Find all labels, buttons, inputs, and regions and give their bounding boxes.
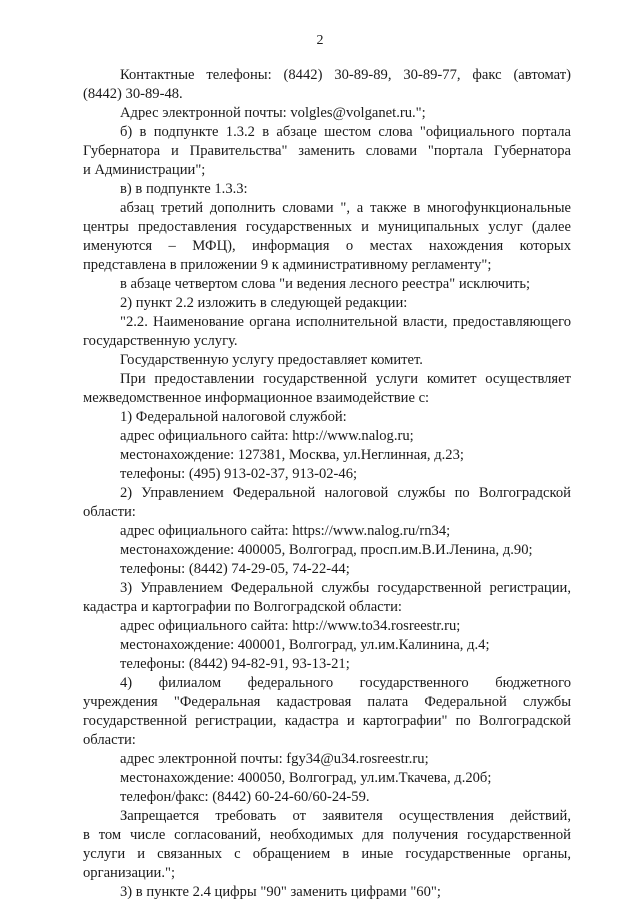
text-line: в) в подпункте 1.3.3: bbox=[120, 181, 248, 197]
text-line: Запрещается требовать от заявителя осуществления действий, bbox=[120, 808, 571, 824]
text-line: центры предоставления государственных и муниципальных услуг (далее bbox=[83, 219, 571, 235]
text-line: адрес официального сайта: https://www.nalog.ru/rn34; bbox=[120, 523, 451, 539]
text-line: адрес официального сайта: http://www.nalog.ru; bbox=[120, 428, 414, 444]
text-line: телефоны: (8442) 74-29-05, 74-22-44; bbox=[120, 561, 350, 577]
text-line: организации."; bbox=[83, 865, 176, 881]
text-line: области: bbox=[83, 732, 136, 748]
text-line: Губернатора и Правительства" заменить словами "портала Губернатора bbox=[83, 143, 571, 159]
text-line: б) в подпункте 1.3.2 в абзаце шестом слова "официального портала bbox=[120, 124, 571, 140]
text-line: Контактные телефоны: (8442) 30-89-89, 30-89-77, факс (автомат) bbox=[120, 67, 571, 83]
text-line: местонахождение: 400001, Волгоград, ул.им.Калинина, д.4; bbox=[120, 637, 490, 653]
text-line: именуются – МФЦ), информация о местах нахождения которых bbox=[83, 238, 571, 254]
text-line: в том числе согласований, необходимых для получения государственной bbox=[83, 827, 571, 843]
text-line: государственной регистрации, кадастра и картографии" по Волгоградской bbox=[83, 713, 571, 729]
text-line: Адрес электронной почты: volgles@volganet.ru."; bbox=[120, 105, 426, 121]
page-number: 2 bbox=[316, 33, 324, 48]
text-line: кадастра и картографии по Волгоградской области: bbox=[83, 599, 402, 615]
text-line: 1) Федеральной налоговой службой: bbox=[120, 409, 347, 425]
text-line: представлена в приложении 9 к административному регламенту"; bbox=[83, 257, 492, 273]
text-line: телефон/факс: (8442) 60-24-60/60-24-59. bbox=[120, 789, 370, 805]
text-line: 2) пункт 2.2 изложить в следующей редакции: bbox=[120, 295, 408, 311]
text-line: 3) Управлением Федеральной службы государственной регистрации, bbox=[120, 580, 571, 596]
text-line: местонахождение: 127381, Москва, ул.Неглинная, д.23; bbox=[120, 447, 464, 463]
text-line: адрес официального сайта: http://www.to34.rosreestr.ru; bbox=[120, 618, 461, 634]
text-line: учреждения "Федеральная кадастровая палата Федеральной службы bbox=[83, 694, 571, 710]
text-line: Государственную услугу предоставляет комитет. bbox=[120, 352, 423, 368]
text-line: (8442) 30-89-48. bbox=[83, 86, 183, 102]
text-line: "2.2. Наименование органа исполнительной власти, предоставляющего bbox=[120, 314, 571, 330]
text-line: местонахождение: 400050, Волгоград, ул.им.Ткачева, д.20б; bbox=[120, 770, 492, 786]
text-line: 3) в пункте 2.4 цифры "90" заменить цифрами "60"; bbox=[120, 884, 441, 900]
text-line: услуги и связанных с обращением в иные государственные органы, bbox=[83, 846, 571, 862]
text-line: телефоны: (8442) 94-82-91, 93-13-21; bbox=[120, 656, 350, 672]
text-line: 2) Управлением Федеральной налоговой службы по Волгоградской bbox=[120, 485, 571, 501]
text-line: государственную услугу. bbox=[83, 333, 238, 349]
text-line: адрес электронной почты: fgy34@u34.rosreestr.ru; bbox=[120, 751, 429, 767]
text-line: При предоставлении государственной услуги комитет осуществляет bbox=[120, 371, 571, 387]
text-line: местонахождение: 400005, Волгоград, просп.им.В.И.Ленина, д.90; bbox=[120, 542, 533, 558]
text-line: области: bbox=[83, 504, 136, 520]
text-line: и Администрации"; bbox=[83, 162, 206, 178]
text-line: в абзаце четвертом слова "и ведения лесного реестра" исключить; bbox=[120, 276, 531, 292]
text-line: абзац третий дополнить словами ", а также в многофункциональные bbox=[120, 200, 571, 216]
text-line: межведомственное информационное взаимодействие с: bbox=[83, 390, 430, 406]
text-line: телефоны: (495) 913-02-37, 913-02-46; bbox=[120, 466, 358, 482]
text-line: 4) филиалом федерального государственного бюджетного bbox=[120, 675, 571, 691]
